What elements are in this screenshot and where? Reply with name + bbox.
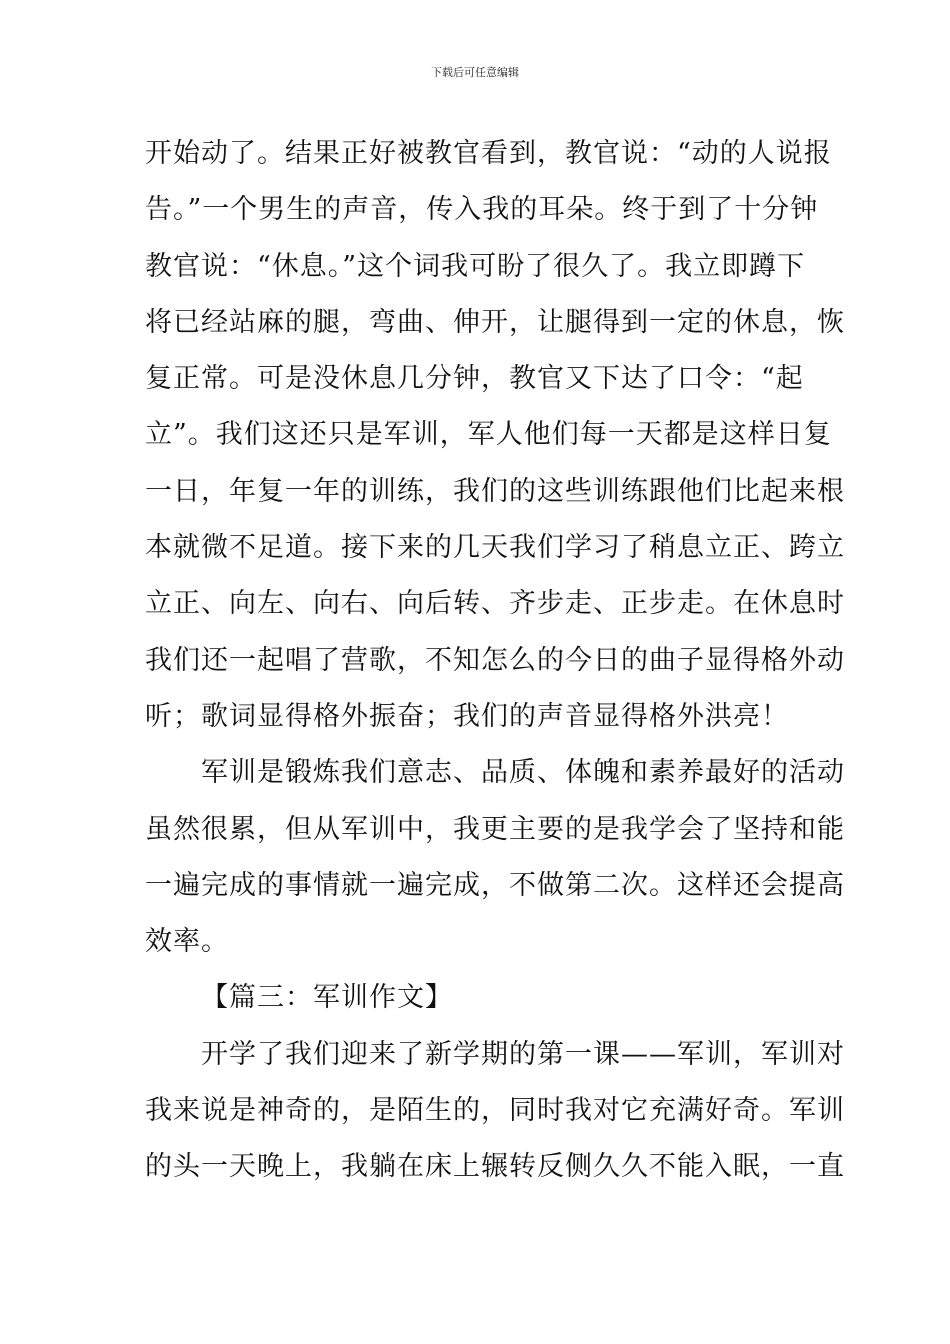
text-line: 立正、向左、向右、向后转、齐步走、正步走。在休息时 — [145, 588, 845, 620]
text-line: 听；歌词显得格外振奋；我们的声音显得格外洪亮！ — [145, 700, 789, 732]
text-line: 本就微不足道。接下来的几天我们学习了稍息立正、跨立 — [145, 532, 845, 564]
text-line: 将已经站麻的腿，弯曲、伸开，让腿得到一定的休息，恢 — [145, 306, 845, 338]
text-line: 的头一天晚上，我躺在床上辗转反侧久久不能入眠，一直 — [145, 1151, 845, 1183]
text-line: 告。”一个男生的声音，传入我的耳朵。终于到了十分钟 — [145, 194, 819, 226]
page-header: 下载后可任意编辑 — [431, 66, 519, 79]
text-line: 我来说是神奇的，是陌生的，同时我对它充满好奇。军训 — [145, 1095, 845, 1127]
text-line: 我们还一起唱了营歌，不知怎么的今日的曲子显得格外动 — [145, 644, 845, 676]
text-line: 虽然很累，但从军训中，我更主要的是我学会了坚持和能 — [145, 813, 845, 845]
text-line: 立”。我们这还只是军训，军人他们每一天都是这样日复 — [145, 419, 832, 451]
document-body — [145, 126, 845, 1196]
text-line: 复正常。可是没休息几分钟，教官又下达了口令：“起 — [145, 363, 804, 395]
section-heading: 【篇三：军训作文】 — [201, 982, 453, 1014]
text-line: 效率。 — [145, 926, 229, 958]
text-line: 教官说：“休息。”这个词我可盼了很久了。我立即蹲下 — [145, 250, 806, 282]
paragraph-start-line: 开学了我们迎来了新学期的第一课——军训，军训对 — [201, 1038, 845, 1070]
text-line: 开始动了。结果正好被教官看到，教官说：“动的人说报 — [145, 138, 832, 169]
text-line: 一遍完成的事情就一遍完成，不做第二次。这样还会提高 — [145, 869, 845, 901]
paragraph-start-line: 军训是锻炼我们意志、品质、体魄和素养最好的活动 — [201, 757, 845, 789]
text-line: 一日，年复一年的训练，我们的这些训练跟他们比起来根 — [145, 475, 845, 507]
